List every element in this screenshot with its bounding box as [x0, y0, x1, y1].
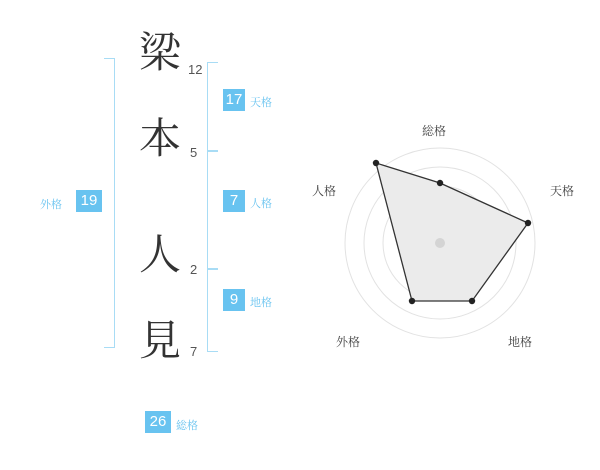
- radar-axis-label-jinkaku: 人格: [312, 184, 337, 198]
- badge-tenkaku-value: 17: [223, 89, 245, 111]
- kanji-char-2: 本: [138, 114, 181, 163]
- badge-gaikaku-value: 19: [76, 190, 102, 212]
- bracket-chikaku: [207, 268, 218, 352]
- badge-jinkaku-value: 7: [223, 190, 245, 212]
- kanji-char-4: 見: [138, 316, 181, 365]
- radar-series-1: [376, 163, 528, 301]
- radar-point-gaikaku: [409, 298, 415, 304]
- stroke-count-4: 7: [190, 344, 198, 359]
- bracket-gaikaku: [104, 58, 115, 348]
- stroke-count-2: 5: [190, 145, 198, 160]
- bracket-jinkaku: [207, 150, 218, 270]
- radar-center-dot: [435, 238, 445, 248]
- radar-point-tenkaku: [525, 220, 531, 226]
- radar-chart: [310, 95, 590, 385]
- badge-tenkaku-label: 天格: [250, 97, 272, 109]
- radar-axis-label-gaikaku: 外格: [336, 335, 361, 349]
- bracket-tenkaku: [207, 62, 218, 152]
- radar-axis-label-soukaku: 総格: [422, 124, 447, 138]
- kanji-char-3: 人: [138, 230, 181, 279]
- radar-point-jinkaku: [373, 160, 379, 166]
- badge-jinkaku-label: 人格: [250, 198, 272, 210]
- radar-point-chikaku: [469, 298, 475, 304]
- radar-axis-label-chikaku: 地格: [508, 335, 533, 349]
- radar-point-soukaku: [437, 180, 443, 186]
- badge-gaikaku-label: 外格: [40, 199, 62, 211]
- kanji-char-1: 梁: [138, 28, 181, 77]
- badge-chikaku-value: 9: [223, 289, 245, 311]
- radar-axis-label-tenkaku: 天格: [550, 184, 575, 198]
- stroke-count-1: 12: [188, 62, 203, 77]
- badge-soukaku-label: 総格: [176, 420, 198, 432]
- badge-chikaku-label: 地格: [250, 297, 272, 309]
- stroke-count-3: 2: [190, 262, 198, 277]
- badge-soukaku-value: 26: [145, 411, 171, 433]
